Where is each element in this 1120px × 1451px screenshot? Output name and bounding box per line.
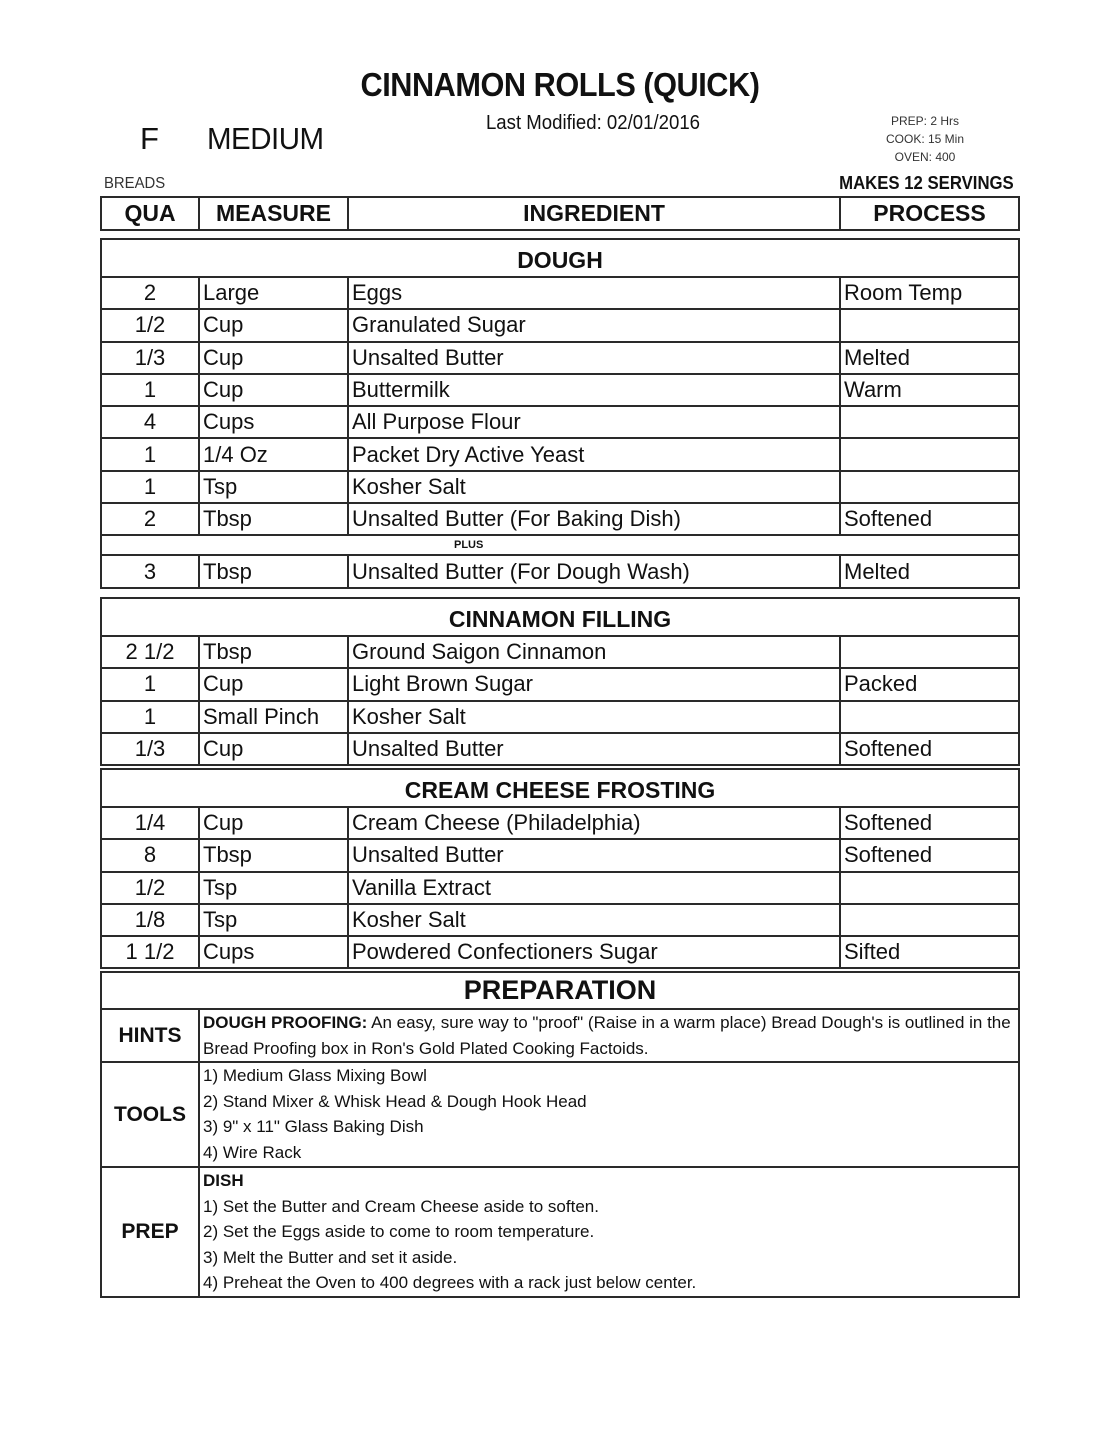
ingredient-name: Vanilla Extract [348,872,840,904]
ingredient-measure: Cups [199,936,348,968]
ingredient-process: Melted [840,342,1019,374]
ingredient-measure: Tbsp [199,839,348,871]
ingredient-process: Packed [840,668,1019,700]
prep-time: PREP: 2 Hrs [890,114,959,128]
prep-step: 4) Preheat the Oven to 400 degrees with a rack just below center. [203,1273,697,1292]
ingredient-name: Unsalted Butter (For Dough Wash) [348,555,840,587]
ingredient-name: Buttermilk [348,374,840,406]
column-measure: MEASURE [199,197,348,230]
ingredient-process [840,471,1019,503]
ingredient-qty: 4 [101,406,199,438]
ingredient-measure: 1/4 Oz [199,438,348,470]
cream-cheese-frosting-section [100,768,1020,969]
ingredient-process [840,438,1019,470]
ingredient-row [101,277,1019,309]
ingredient-name: Powdered Confectioners Sugar [348,936,840,968]
recipe-servings: MAKES 12 SERVINGS [839,173,1014,193]
ingredient-name: Unsalted Butter [348,839,840,871]
prep-label: PREP [101,1167,199,1297]
ingredient-name: Packet Dry Active Yeast [348,438,840,470]
column-ingredient: INGREDIENT [348,197,840,230]
ingredient-process [840,701,1019,733]
ingredient-process: Melted [840,555,1019,587]
column-header-row [101,197,1019,230]
ingredient-qty: 1/2 [101,309,199,341]
ingredient-process: Sifted [840,936,1019,968]
ingredient-row [101,438,1019,470]
column-process: PROCESS [840,197,1019,230]
ingredient-process: Softened [840,503,1019,535]
ingredient-process [840,636,1019,668]
ingredient-process: Softened [840,807,1019,839]
section-title: CINNAMON FILLING [101,598,1019,636]
ingredient-row [101,936,1019,968]
section-title-row [101,239,1019,277]
ingredient-qty: 2 [101,503,199,535]
ingredient-process [840,309,1019,341]
ingredient-process: Room Temp [840,277,1019,309]
recipe-title: CINNAMON ROLLS (QUICK) [360,66,760,103]
tool-item: 2) Stand Mixer & Whisk Head & Dough Hook Head [203,1091,587,1111]
hints-row [101,1009,1019,1062]
tools-content [199,1062,1019,1167]
plus-separator-row [101,535,1019,555]
prep-step: 2) Set the Eggs aside to come to room temperature. [203,1222,595,1241]
hints-heading: DOUGH PROOFING: [203,1013,368,1032]
hints-content [199,1009,1019,1062]
section-title-row [101,769,1019,807]
cinnamon-filling-section [100,597,1020,766]
ingredient-qty: 2 1/2 [101,636,199,668]
ingredient-qty: 1/3 [101,733,199,765]
plus-label: PLUS [101,535,1019,555]
ingredient-name: Cream Cheese (Philadelphia) [348,807,840,839]
ingredient-process: Softened [840,733,1019,765]
ingredient-process: Warm [840,374,1019,406]
ingredient-qty: 2 [101,277,199,309]
ingredient-qty: 1 [101,374,199,406]
column-header-table [100,196,1020,231]
ingredient-row [101,555,1019,587]
ingredient-measure: Cup [199,668,348,700]
ingredient-row [101,406,1019,438]
prep-content [199,1167,1019,1297]
hints-text: An easy, sure way to "proof" (Raise in a warm place) Bread Dough's is outlined in the Bread Proofing box in Ron's Gold Plated Cooking Factoids. [203,1013,1011,1058]
ingredient-row [101,636,1019,668]
section-title: DOUGH [101,239,1019,277]
tool-item: 1) Medium Glass Mixing Bowl [203,1066,427,1085]
dough-section [100,238,1020,589]
ingredient-qty: 3 [101,555,199,587]
recipe-times [860,112,990,166]
ingredient-measure: Tbsp [199,636,348,668]
ingredient-name: Kosher Salt [348,701,840,733]
tool-item: 4) Wire Rack [203,1142,302,1162]
ingredient-qty: 1 [101,668,199,700]
ingredient-qty: 1/8 [101,904,199,936]
ingredient-row [101,904,1019,936]
recipe-difficulty: MEDIUM [207,121,324,156]
ingredient-row [101,839,1019,871]
ingredient-name: Light Brown Sugar [348,668,840,700]
ingredient-qty: 1 [101,701,199,733]
ingredient-row [101,471,1019,503]
preparation-title: PREPARATION [101,972,1019,1009]
ingredient-row [101,668,1019,700]
tool-item: 3) 9" x 11" Glass Baking Dish [203,1117,424,1136]
ingredient-name: Ground Saigon Cinnamon [348,636,840,668]
ingredient-process [840,904,1019,936]
preparation-section [100,971,1020,1298]
hints-label: HINTS [101,1009,199,1062]
ingredient-row [101,733,1019,765]
ingredient-measure: Cup [199,807,348,839]
recipe-grade: F [140,121,159,156]
section-title: CREAM CHEESE FROSTING [101,769,1019,807]
ingredient-measure: Tbsp [199,503,348,535]
ingredient-row [101,309,1019,341]
ingredient-qty: 1/2 [101,872,199,904]
ingredient-measure: Tbsp [199,555,348,587]
ingredient-row [101,701,1019,733]
ingredient-measure: Large [199,277,348,309]
ingredient-row [101,374,1019,406]
ingredient-name: Unsalted Butter (For Baking Dish) [348,503,840,535]
ingredient-measure: Cup [199,342,348,374]
last-modified: Last Modified: 02/01/2016 [485,112,701,134]
tools-row [101,1062,1019,1167]
recipe-category: BREADS [104,175,166,192]
ingredient-name: Kosher Salt [348,904,840,936]
column-qua: QUA [101,197,199,230]
ingredient-name: Granulated Sugar [348,309,840,341]
prep-step: 1) Set the Butter and Cream Cheese aside to soften. [203,1196,599,1216]
ingredient-row [101,342,1019,374]
ingredient-measure: Tsp [199,471,348,503]
ingredient-name: Unsalted Butter [348,342,840,374]
ingredient-measure: Small Pinch [199,701,348,733]
ingredient-qty: 1/4 [101,807,199,839]
ingredient-measure: Cup [199,374,348,406]
ingredient-row [101,872,1019,904]
ingredient-process: Softened [840,839,1019,871]
ingredient-measure: Tsp [199,872,348,904]
ingredient-qty: 1 [101,471,199,503]
ingredient-measure: Cup [199,309,348,341]
ingredient-qty: 1 1/2 [101,936,199,968]
section-title-row [101,598,1019,636]
ingredient-name: Kosher Salt [348,471,840,503]
ingredient-row [101,807,1019,839]
ingredient-measure: Cup [199,733,348,765]
prep-step: 3) Melt the Butter and set it aside. [203,1247,458,1267]
ingredient-name: Unsalted Butter [348,733,840,765]
ingredient-qty: 1 [101,438,199,470]
ingredient-process [840,872,1019,904]
preparation-title-row [101,972,1019,1009]
oven-temp: OVEN: 400 [894,150,956,164]
prep-row [101,1167,1019,1297]
ingredient-row [101,503,1019,535]
ingredient-name: All Purpose Flour [348,406,840,438]
ingredient-measure: Tsp [199,904,348,936]
ingredient-process [840,406,1019,438]
tools-label: TOOLS [101,1062,199,1167]
cook-time: COOK: 15 Min [885,132,965,146]
ingredient-measure: Cups [199,406,348,438]
prep-heading: DISH [203,1171,244,1190]
ingredient-qty: 8 [101,839,199,871]
ingredient-name: Eggs [348,277,840,309]
ingredient-qty: 1/3 [101,342,199,374]
